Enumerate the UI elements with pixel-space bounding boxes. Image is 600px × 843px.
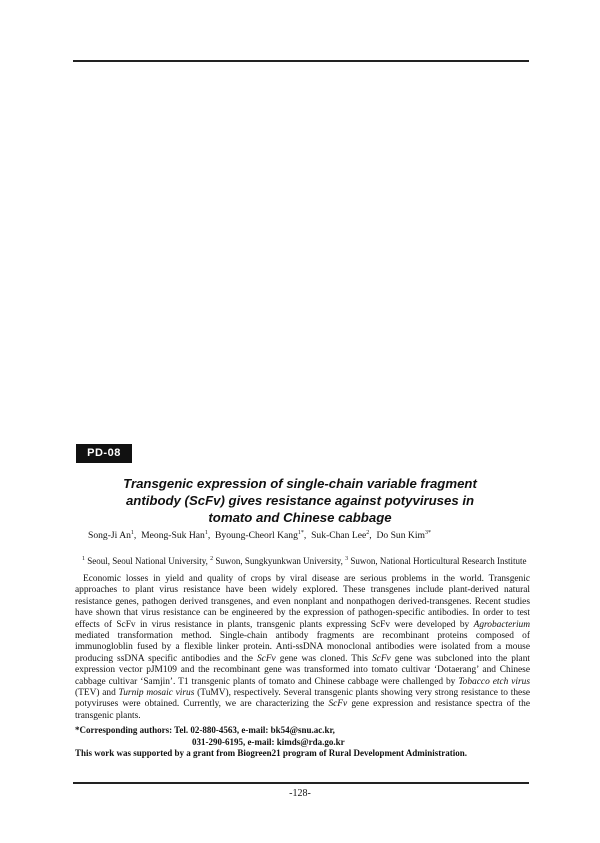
- abstract-text: (TEV) and: [75, 688, 116, 699]
- page-number: -128-: [289, 788, 311, 799]
- abstract-italic: ScFv: [371, 653, 391, 664]
- header-rule: [73, 60, 529, 62]
- author-name: Suk-Chan Lee: [311, 530, 367, 541]
- author-name: Song-Ji An: [88, 530, 131, 541]
- affil-mark: 1: [82, 556, 85, 562]
- abstract-text: gene was cloned. This: [279, 653, 368, 664]
- author-affil-mark: 2: [366, 529, 370, 536]
- paper-title: [80, 475, 520, 526]
- affiliations: [82, 556, 532, 566]
- author-name: Byoung-Cheorl Kang: [215, 530, 298, 541]
- title-line: antibody (ScFv) gives resistance against potyviruses in: [125, 493, 475, 508]
- poster-id-badge: PD-08: [76, 444, 132, 463]
- author-affil-mark: 3*: [424, 529, 431, 536]
- affiliation: Seoul, Seoul National University,: [87, 556, 208, 566]
- corresponding-authors-contact: 031-290-6195, e-mail: kimds@rda.go.kr: [192, 736, 345, 747]
- abstract-italic: ScFv: [328, 699, 348, 710]
- funding-note: This work was supported by a grant from Biogreen21 program of Rural Development Administration.: [75, 748, 468, 758]
- affil-mark: 2: [210, 556, 214, 562]
- author-affil-mark: 1*: [297, 529, 304, 536]
- abstract-text: mediated transformation method. Single-chain antibody fragments are recombinant proteins composed of immunogloblin fused by a flexible linker protein. Anti-ssDNA monoclonal antibodies were isolated from a mouse producing ssDNA specific antibodies and the: [75, 631, 530, 664]
- author-affil-mark: 1: [204, 529, 208, 536]
- abstract-italic: ScFv: [256, 653, 276, 664]
- corresponding-authors: *Corresponding authors: Tel. 02-880-4563, e-mail: bk54@snu.ac.kr,: [75, 725, 335, 735]
- abstract-body: [75, 574, 530, 722]
- abstract-text: gene was subcloned into the plant expression vector pJM109 and the recombinant gene was transformed into tomato cultivar ‘Dotaerang’ and Chinese cabbage cultivar ‘Samjin’. T1 transgenic plants of tomato and Chinese cabbage were challenged by: [75, 653, 530, 687]
- author-list: Song-Ji An$^1$, Meong-Suk Han$^1$, Byoung-Cheorl Kang$^{1*}$, Suk-Chan Lee$^2$, Do Sun Kim$^{3*}$: [88, 529, 431, 541]
- affiliation: Suwon, Sungkyunkwan University,: [215, 556, 343, 566]
- affil-mark: 3: [345, 556, 349, 562]
- title-line: tomato and Chinese cabbage: [208, 510, 392, 525]
- contact-info: [75, 725, 530, 760]
- abstract-text: gene expression and resistance spectra of the transgenic plants.: [75, 699, 531, 721]
- author-name: Do Sun Kim: [376, 530, 425, 541]
- affiliation: Suwon, National Horticultural Research Institute: [350, 556, 527, 566]
- abstract-italic: Turnip mosaic virus: [118, 688, 195, 699]
- title-line: Transgenic expression of single-chain variable fragment: [123, 476, 477, 491]
- abstract-text: Economic losses in yield and quality of crops by viral disease are serious problems in the world. Transgenic approaches to plant virus resistance have been widely explored. These transgenes include plant-derived natural resistance genes, pathogen derived transgenes, and even nonplant and nonpathogen derived-transgenes. Recent studies have shown that virus resistance can be engineered by the expression of pathogen-specific antibodies. In order to test effects of ScFv in virus resistance in plants, transgenic plants expressing ScFv were developed by: [75, 574, 530, 630]
- author-affil-mark: 1: [130, 529, 134, 536]
- abstract-italic: Tobacco etch virus: [458, 676, 530, 687]
- author-name: Meong-Suk Han: [141, 530, 205, 541]
- abstract-italic: Agrobacterium: [473, 619, 531, 630]
- footer-rule: [73, 782, 529, 784]
- abstract-text: (TuMV), respectively. Several transgenic plants showing very strong resistance to these potyviruses were obtained. Currently, we are characterizing the: [75, 688, 531, 710]
